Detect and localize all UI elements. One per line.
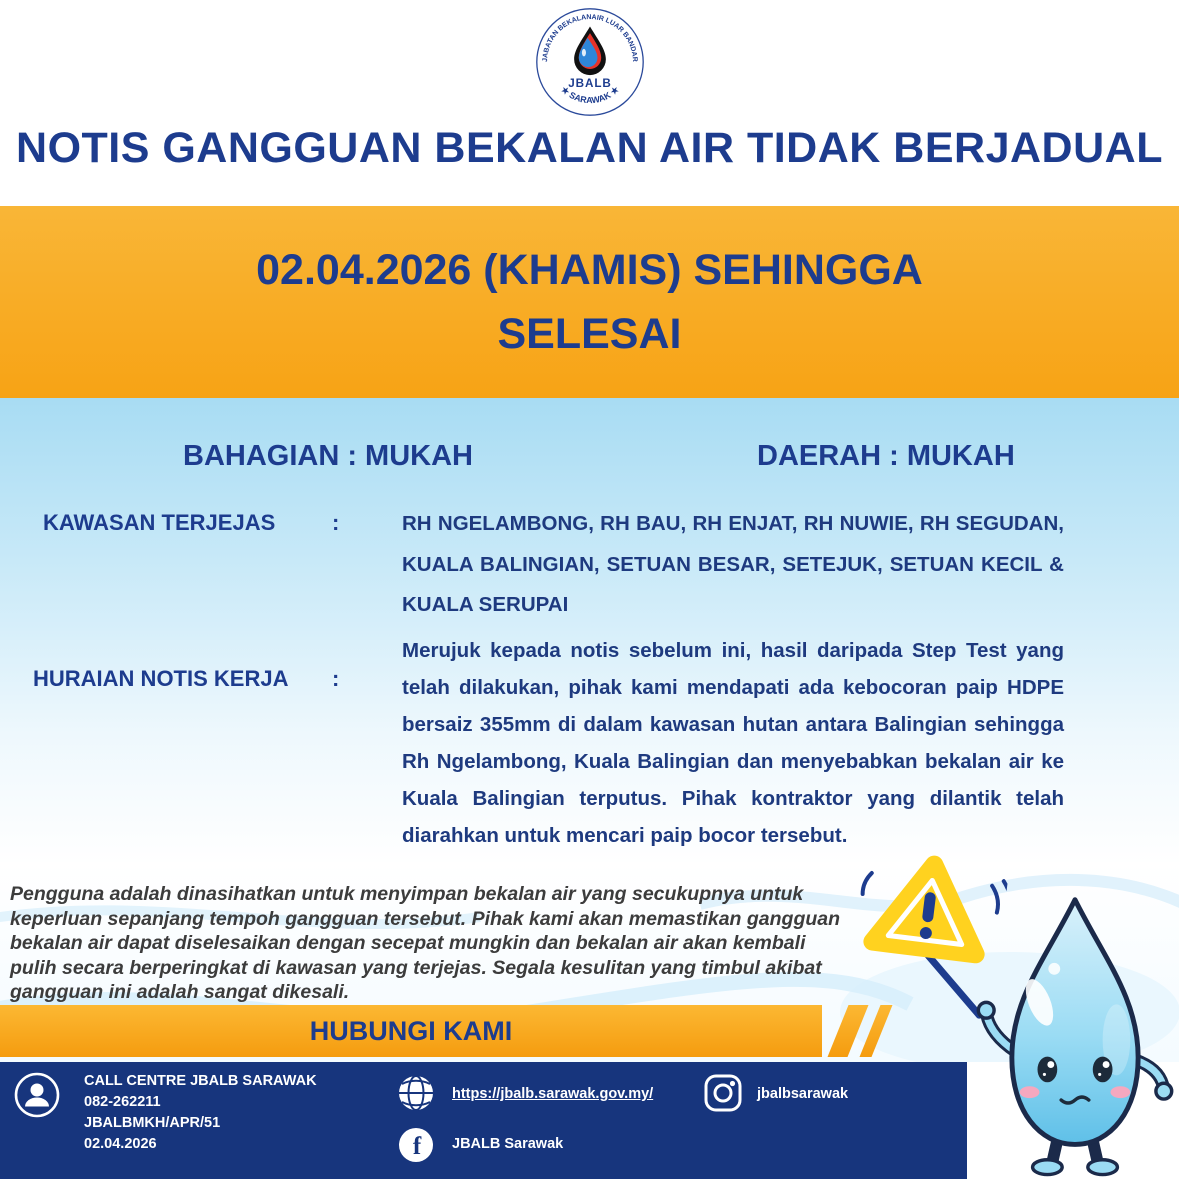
logo-arc-top-text: JABATAN BEKALANAIR LUAR BANDAR bbox=[541, 14, 638, 63]
schedule-line1: 02.04.2026 (KHAMIS) SEHINGGA bbox=[256, 245, 923, 294]
contact-banner bbox=[0, 1005, 822, 1057]
schedule-line2: SELESAI bbox=[497, 310, 682, 358]
website-link[interactable]: https://jbalb.sarawak.gov.my/ bbox=[452, 1086, 654, 1102]
water-drop-mascot bbox=[976, 882, 1174, 1178]
schedule-banner bbox=[0, 206, 1179, 398]
affected-areas-label: KAWASAN TERJEJAS bbox=[43, 510, 276, 535]
facebook-handle[interactable]: JBALB Sarawak bbox=[452, 1136, 564, 1152]
bahagian-value: BAHAGIAN : MUKAH bbox=[183, 440, 473, 472]
globe-icon bbox=[393, 1070, 439, 1116]
call-centre-phone: 082-262211 bbox=[84, 1094, 161, 1110]
jbalb-logo bbox=[534, 6, 646, 118]
daerah-value: DAERAH : MUKAH bbox=[757, 440, 1015, 472]
notice-reference: JBALBMKH/APR/51 bbox=[84, 1115, 221, 1131]
instagram-icon bbox=[700, 1070, 746, 1116]
mascot-svg bbox=[976, 882, 1174, 1178]
work-notice-colon: : bbox=[332, 666, 340, 691]
contact-heading: HUBUNGI KAMI bbox=[309, 1015, 513, 1046]
notice-date: 02.04.2026 bbox=[84, 1136, 157, 1152]
logo-arc-bottom-text: ★ SARAWAK ★ bbox=[558, 84, 621, 106]
advisory-text: Pengguna adalah dinasihatkan untuk menyimpan bekalan air yang secukupnya untuk keperluan sepanjang tempoh gangguan tersebut. Pihak kami akan memastikan gangguan bekalan air dapat diselesaikan dengan secepat mungkin dan bekalan air akan kembali pulih secara berperingkat di kawasan yang terjejas. Segala kesulitan yang timbul akibat gangguan ini adalah sangat dikesali. bbox=[10, 883, 841, 1003]
call-centre-title: CALL CENTRE JBALB SARAWAK bbox=[84, 1073, 317, 1089]
jbalb-logo-svg bbox=[534, 6, 646, 118]
svg-text:f: f bbox=[412, 1133, 422, 1160]
call-centre-block bbox=[84, 1071, 317, 1155]
work-notice-label: HURAIAN NOTIS KERJA bbox=[33, 666, 289, 691]
details-section bbox=[0, 398, 1179, 865]
work-notice-value: Merujuk kepada notis sebelum ini, hasil daripada Step Test yang telah dilakukan, pihak kami mendapati ada kebocoran paip HDPE bersaiz 355mm di dalam kawasan hutan antara Balingian sehingga Rh Ngelambong, Kuala Balingian dan menyebabkan bekalan air ke Kuala Balingian terputus. Pihak kontraktor yang dilantik telah diarahkan untuk mencari paip bocor tersebut. bbox=[402, 639, 1064, 847]
affected-areas-value: RH NGELAMBONG, RH BAU, RH ENJAT, RH NUWIE, RH SEGUDAN, KUALA BALINGIAN, SETUAN BESAR, SETEJUK, SETUAN KECIL & KUALA SERUPAI bbox=[402, 512, 1064, 616]
affected-areas-colon: : bbox=[332, 510, 340, 535]
facebook-icon bbox=[393, 1122, 439, 1168]
notice-title: NOTIS GANGGUAN BEKALAN AIR TIDAK BERJADUAL bbox=[16, 124, 1163, 172]
logo-center-text: JBALB bbox=[567, 77, 612, 91]
call-centre-icon bbox=[14, 1072, 60, 1118]
instagram-handle[interactable]: jbalbsarawak bbox=[757, 1086, 849, 1102]
